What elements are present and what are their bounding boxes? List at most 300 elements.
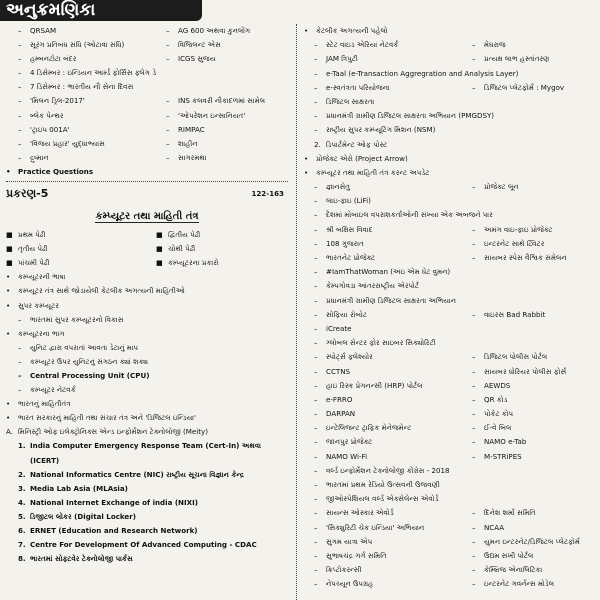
list-item-text: સાયન્સ ઓસ્કાર એવોર્ડ xyxy=(326,508,394,518)
list-item-text: જીઓસ્પેશિયલ વર્લ્ડ એક્સેલેન્સ એવોર્ડ xyxy=(326,494,439,504)
list-marker: – xyxy=(314,82,318,92)
list-item-text: પાંચમી પેઢી xyxy=(18,258,50,268)
list-item xyxy=(6,524,288,538)
list-marker: – xyxy=(18,138,22,148)
list-item xyxy=(304,180,596,194)
right-list xyxy=(304,24,596,592)
list-marker: • xyxy=(6,286,11,296)
list-item-text: પ્રોજેક્ટ એરો (Project Arrow) xyxy=(316,153,408,163)
list-item-text: શ્રી બક્ષિસ વિવાદ xyxy=(326,224,373,234)
list-item xyxy=(304,251,596,265)
list-item-text: 'વિજય પ્રહાર' યુદ્ધાભ્યાસ xyxy=(30,138,105,148)
list-item-text: JAM ત્રિપુટી xyxy=(326,54,358,64)
list-marker: – xyxy=(314,182,318,192)
list-item xyxy=(6,284,288,298)
list-marker: – xyxy=(18,110,22,120)
list-item xyxy=(6,538,288,552)
list-marker: • xyxy=(304,167,309,177)
list-item xyxy=(304,308,596,322)
list-item-text: સોફિયા રોબોટ xyxy=(326,309,368,319)
list-item-text: QRSAM xyxy=(30,26,57,35)
list-item-text: Practice Questions xyxy=(18,166,94,176)
list-item-text: 'મિલન ડ્રિલ-2017' xyxy=(30,96,85,106)
list-item-text-secondary: પોકેટ કોપ xyxy=(484,409,514,419)
list-marker: • xyxy=(6,166,11,176)
list-item xyxy=(304,67,596,81)
list-item xyxy=(304,208,596,222)
list-item-text: યુનિટ દ્વારા વપરાતાં આવતા ડેટાનું માપ xyxy=(30,342,139,352)
list-marker-secondary: – xyxy=(166,152,170,162)
list-marker: ■ xyxy=(6,258,13,268)
list-item xyxy=(304,365,596,379)
list-marker: – xyxy=(314,352,318,362)
list-item-text: e-Taal (e-Transaction Aggregration and Analysis Layer) xyxy=(326,68,519,78)
list-item-text: India Computer Emergency Response Team (Cert-In) અથવા xyxy=(30,441,261,451)
list-item-text: Central Processing Unit (CPU) xyxy=(30,370,150,380)
list-marker: – xyxy=(18,356,22,366)
list-marker: – xyxy=(314,68,318,78)
list-item xyxy=(304,166,596,180)
list-item-text: e-સ્વતંત્રતા પરિયોજના xyxy=(326,82,390,92)
list-marker-secondary: – xyxy=(472,522,476,532)
list-item-text-secondary: 'ઓપરેશન ઇન્સાનિયત' xyxy=(178,110,246,120)
list-item xyxy=(6,313,288,327)
list-marker: – xyxy=(314,550,318,560)
list-marker: – xyxy=(314,309,318,319)
list-item xyxy=(6,439,288,453)
column-divider xyxy=(296,24,297,600)
list-item-text: રાષ્ટ્રીય સુપર કમ્પ્યૂટિંગ મિશન (NSM) xyxy=(326,125,436,135)
list-marker-secondary: – xyxy=(472,366,476,376)
list-marker: – xyxy=(18,342,22,352)
list-item-text-secondary: AG 600 અથવા કુનલોંગ xyxy=(178,26,251,35)
list-item-text: કમ્પ્યૂટરની ભાષા xyxy=(18,272,66,282)
list-item-text: સ્ટેટ વાઇડ એરિયા નેટવર્ક xyxy=(326,40,399,50)
list-marker-secondary: – xyxy=(472,394,476,404)
list-item-text: 'સિક્યુરિટી ચેક ઇન્ડિયા' અભિયાન xyxy=(326,522,425,532)
list-item xyxy=(6,66,288,80)
list-marker: – xyxy=(314,508,318,518)
list-item xyxy=(6,496,288,510)
list-item xyxy=(6,94,288,108)
list-item xyxy=(304,138,596,152)
list-item xyxy=(6,270,288,284)
list-item xyxy=(6,369,288,383)
list-marker-secondary: – xyxy=(472,352,476,362)
list-marker: – xyxy=(18,26,22,35)
list-item xyxy=(6,228,288,242)
list-item xyxy=(6,454,288,468)
list-item-text: ભારતનેટ પ્રોજેક્ટ xyxy=(326,253,376,262)
list-item-text: તૃતીય પેઢી xyxy=(18,244,48,254)
list-item-text-secondary: કેમ્બ્રિજ એનાલિટિકા xyxy=(484,565,543,575)
list-item-text: ડિપાર્ટમેન્ટ ઓફ પોસ્ટ xyxy=(326,139,388,149)
list-marker-secondary: – xyxy=(472,253,476,262)
list-item xyxy=(304,38,596,52)
list-item xyxy=(6,123,288,137)
list-marker-secondary: – xyxy=(472,309,476,319)
list-item xyxy=(6,24,288,38)
list-item xyxy=(6,165,288,179)
list-item-text: કેટલીક અગત્યની પહેલો xyxy=(316,26,388,35)
list-item-text-secondary: સાયબર સ્પેસ વૈશ્વિક સંમેલન xyxy=(484,253,567,262)
list-item-text-secondary: ICGS સુજય xyxy=(178,54,216,64)
list-item-text: પ્રથમ પેઢી xyxy=(18,230,46,240)
list-item-text-secondary: ડિજિટલ પોલીસ પોર્ટલ xyxy=(484,352,548,362)
list-marker: – xyxy=(314,40,318,50)
list-marker-secondary: – xyxy=(472,380,476,390)
list-item-text-secondary: યુમન ઇન્ટરનેટ/ડિજિટલ પ્લેટફોર્મ xyxy=(484,536,580,546)
list-marker: – xyxy=(314,295,318,305)
list-item-text: 7 ડિસેમ્બર : ભારતીય નૌ સેના દિવસ xyxy=(30,82,134,92)
list-item-text-secondary: QR કોડ xyxy=(484,394,508,404)
list-marker: A. xyxy=(6,427,13,437)
list-item-text-secondary: શાહીન xyxy=(178,138,198,148)
list-item-text-secondary: અમંગ વાઇ-ફાઇ પ્રોજેક્ટ xyxy=(484,224,553,234)
list-item xyxy=(304,336,596,350)
list-item-text-secondary: AEWDS xyxy=(484,380,511,390)
list-item-text-secondary: દ્વિતીય પેઢી xyxy=(168,230,201,240)
list-marker: – xyxy=(18,385,22,395)
list-item-text-secondary: કમ્પ્યૂટરના પ્રકારો xyxy=(168,258,219,268)
list-marker: – xyxy=(314,210,318,220)
list-marker: – xyxy=(314,196,318,206)
list-marker-secondary: – xyxy=(472,451,476,461)
chapter-title: પ્રકરણ-5 xyxy=(6,187,49,201)
list-marker: – xyxy=(314,522,318,532)
list-item-text: iCreate xyxy=(326,323,352,333)
list-marker-secondary: – xyxy=(472,508,476,518)
list-item xyxy=(304,521,596,535)
list-marker-secondary: – xyxy=(472,536,476,546)
list-item-text: ભારત સરકારનું માહિતી તથા સંચાર તંત્ર અને 'ડિજિટલ ઇન્ડિયા' xyxy=(18,413,196,423)
list-item-text-secondary: NAMO e-Tab xyxy=(484,437,527,447)
list-item xyxy=(304,237,596,251)
list-marker-secondary: – xyxy=(166,124,170,134)
list-item-text-secondary: સાયબર ધોરિયર પોલીસ ફોર્સ xyxy=(484,366,567,376)
list-item xyxy=(304,506,596,520)
list-marker: • xyxy=(304,153,309,163)
list-item-text: ક્રિપ્ટોકરન્સી xyxy=(326,565,362,575)
list-item-text: સ્પોર્ટ્સ ફ્લેશ્યોર xyxy=(326,352,373,362)
list-marker: – xyxy=(314,536,318,546)
list-marker-secondary: ■ xyxy=(156,230,163,240)
list-item-text-secondary: પ્રોજેક્ટ લૂન xyxy=(484,182,519,192)
list-item-text: Media Lab Asia (MLAsia) xyxy=(30,483,128,493)
list-item xyxy=(6,38,288,52)
list-marker-secondary: ■ xyxy=(156,244,163,254)
list-item-text-secondary: દિનેશ શર્મા સમિતિ xyxy=(484,508,536,518)
list-item-text-secondary: સાગરમથા xyxy=(178,152,207,162)
list-marker-secondary: – xyxy=(472,423,476,433)
list-marker: – xyxy=(314,465,318,475)
list-item-text: વર્લ્ડ ઇન્ફોર્મેશન ટેક્નોલોજી કોંગ્રેસ - 2018 xyxy=(326,465,450,475)
list-item-text: ભારતમાં સુપર કમ્પ્યૂટરનો વિકાસ xyxy=(30,314,124,324)
list-item-text: 4 ડિસેમ્બર : ઇન્ડિયન આર્મ્ડ ફોર્સિસ ફ્લેગ ડે xyxy=(30,68,157,78)
list-item-text: નેપચ્યૂન ઉપગ્રહ xyxy=(326,579,374,589)
list-item xyxy=(304,464,596,478)
list-item-text: કમ્પ્યૂટર તથા માહિતી તંત્ર કરન્ટ અપડેટ xyxy=(316,167,430,177)
list-item xyxy=(304,81,596,95)
list-item-text: 108 ગુજરાત xyxy=(326,238,364,248)
list-item-text: DARPAN xyxy=(326,409,356,419)
list-marker: – xyxy=(314,323,318,333)
list-item-text: ભારતમાં પ્રથમ રેડિયો ઉત્સવની ઉજવણી xyxy=(326,480,440,489)
list-item-text: NAMO Wi-Fi xyxy=(326,451,368,461)
list-item xyxy=(6,327,288,341)
list-item xyxy=(304,24,596,38)
list-item-text: #IamThatWoman (અઇ એમ ધેટ વુમન) xyxy=(326,267,451,277)
list-item-text: ભારતનું માહિતીતંત્ર xyxy=(18,399,71,409)
list-marker-secondary: – xyxy=(472,565,476,575)
list-marker-secondary: – xyxy=(472,579,476,589)
list-marker: 5. xyxy=(18,511,26,521)
list-marker: – xyxy=(314,281,318,291)
list-item-text: બ્લેક પેન્થર xyxy=(30,110,64,120)
list-marker-secondary: – xyxy=(472,409,476,419)
list-marker: – xyxy=(314,238,318,248)
list-item-text: Centre For Development Of Advanced Computing - CDAC xyxy=(30,540,257,550)
list-item xyxy=(304,563,596,577)
list-marker: – xyxy=(314,423,318,433)
list-item xyxy=(304,450,596,464)
list-item xyxy=(6,355,288,369)
list-marker: 8. xyxy=(18,554,26,564)
list-item-text: સુગમ યાત્રા એપ xyxy=(326,536,373,546)
list-marker: • xyxy=(304,26,309,35)
list-item-text-secondary: RIMPAC xyxy=(178,124,205,134)
list-marker: ■ xyxy=(6,230,13,240)
list-item-text-secondary: M-STRiPES xyxy=(484,451,522,461)
list-marker: – xyxy=(314,267,318,277)
list-item-text: સુપર કમ્પ્યૂટર xyxy=(18,300,59,310)
list-marker: • xyxy=(6,328,11,338)
list-marker: – xyxy=(18,54,22,64)
list-item-text: મિનિસ્ટ્રી ઓફ ઇલેક્ટ્રોનિક્સ એન્ડ ઇન્ફોર્મેશન ટેક્નોલોજી (Meity) xyxy=(18,427,209,437)
list-marker: – xyxy=(314,366,318,376)
list-item xyxy=(6,242,288,256)
list-marker: 3. xyxy=(18,483,26,493)
list-marker-secondary: – xyxy=(472,550,476,560)
list-item-text: National Internet Exchange of india (NIXI) xyxy=(30,497,198,507)
list-item-text: 'ટ્રાઇપ 001A' xyxy=(30,124,70,134)
list-item-text-secondary: INS કલવરી નૌકાદળમાં સામેલ xyxy=(178,96,266,106)
list-marker: 7. xyxy=(18,540,26,550)
list-item xyxy=(6,80,288,94)
list-item-text: હમ્બનટોટા બંદર xyxy=(30,54,77,64)
list-item xyxy=(6,299,288,313)
list-item-text: સુભાષચંદ્ર ગર્ગ સમિતિ xyxy=(326,550,387,560)
list-item-text: પ્રધાનમંત્રી ગ્રામીણ ડિજિટલ સાક્ષરતા અભિયાન xyxy=(326,295,457,305)
list-item-text: દ્રુષ્માન xyxy=(30,152,49,162)
list-marker: – xyxy=(18,82,22,92)
list-item-text: ઇન્ટેલિજન્ટ ટ્રાફિક મેનેજમેન્ટ xyxy=(326,423,412,433)
list-marker: 2. xyxy=(18,469,26,479)
list-item xyxy=(304,435,596,449)
list-item-text: પ્રધાનમંત્રી ગ્રામીણ ડિજિટલ સાક્ષરતા અભિયાન (PMGDSY) xyxy=(326,111,495,121)
list-marker: – xyxy=(18,152,22,162)
chapter-pages: 122-163 xyxy=(251,189,284,199)
list-item xyxy=(6,341,288,355)
list-item-text: જ્ઞાનસેતુ xyxy=(326,182,350,192)
list-item xyxy=(304,109,596,123)
list-item xyxy=(6,256,288,270)
list-item xyxy=(6,482,288,496)
list-item xyxy=(304,194,596,208)
list-marker: – xyxy=(314,224,318,234)
list-item xyxy=(6,425,288,439)
list-item xyxy=(6,137,288,151)
list-marker-secondary: – xyxy=(472,40,476,50)
list-item xyxy=(304,52,596,66)
list-item xyxy=(6,411,288,425)
list-item xyxy=(304,265,596,279)
list-marker: – xyxy=(18,314,22,324)
list-item xyxy=(304,393,596,407)
list-item xyxy=(304,279,596,293)
list-item-text-secondary: ઇન્ટરનેટ સાથે ટ્વિટર xyxy=(484,238,545,248)
list-item-text: લાઇ-ફાઇ (LiFi) xyxy=(326,196,371,206)
list-item xyxy=(6,468,288,482)
list-marker: – xyxy=(314,565,318,575)
list-item xyxy=(6,52,288,66)
list-marker: – xyxy=(18,370,22,380)
list-item-text: ડિજિટલ સાક્ષરતા xyxy=(326,96,375,106)
list-item-text-secondary: વાઇરસ Bad Rabbit xyxy=(484,309,546,319)
list-marker: – xyxy=(18,68,22,78)
list-item xyxy=(6,109,288,123)
list-item xyxy=(304,95,596,109)
list-item-text: હાઇ રિસ્ક પ્રેગનન્સી (HRP) પોર્ટલ xyxy=(326,380,423,390)
list-item xyxy=(304,478,596,492)
right-column xyxy=(304,24,596,600)
list-item-text-secondary: વિજિલન્ટ એસ xyxy=(178,40,221,50)
list-marker-secondary: – xyxy=(166,26,170,35)
left-list-bottom xyxy=(6,228,288,566)
list-marker-secondary: – xyxy=(166,110,170,120)
list-item-text-secondary: ચોથી પેઢી xyxy=(168,244,196,254)
list-item-text-secondary: મેઘરાજ xyxy=(484,40,506,50)
list-item xyxy=(304,294,596,308)
list-marker: – xyxy=(314,409,318,419)
list-marker: – xyxy=(314,480,318,489)
list-marker-secondary: – xyxy=(166,96,170,106)
list-marker: – xyxy=(314,253,318,262)
list-marker-secondary: – xyxy=(472,182,476,192)
list-item xyxy=(6,383,288,397)
list-item xyxy=(304,152,596,166)
list-marker: – xyxy=(314,54,318,64)
list-item-text: CCTNS xyxy=(326,366,351,376)
list-item-text-secondary: ડિજિટલ પ્લેટફોર્મ : Mygov xyxy=(484,82,565,92)
list-item-text: (ICERT) xyxy=(30,455,60,465)
list-marker: – xyxy=(314,451,318,461)
list-item xyxy=(304,350,596,364)
list-marker: – xyxy=(314,579,318,589)
list-item-text: e-FRRO xyxy=(326,394,353,404)
list-item xyxy=(304,407,596,421)
list-item-text: કમ્પ્યૂટર તંત્ર સાથે જોડાયેલી કેટલીક અગત્યની માહિતીઓ xyxy=(18,286,185,296)
list-item-text-secondary: NCAA xyxy=(484,522,505,532)
list-item-text: કમ્પ્યૂટર નેટવર્ક xyxy=(30,385,76,395)
list-marker-secondary: – xyxy=(166,138,170,148)
list-item xyxy=(304,535,596,549)
list-item xyxy=(6,397,288,411)
list-marker: ■ xyxy=(6,244,13,254)
list-marker: – xyxy=(314,380,318,390)
list-item-text-secondary: ઈ-વે બિલ xyxy=(484,423,512,433)
list-item-text: કમ્પ્યૂટર ઉપર યુનિટનું સંગઠન ક્યાં શક્ય xyxy=(30,356,149,366)
list-marker: • xyxy=(6,399,11,409)
list-item-text: ગ્લોબલ સેન્ટર ફોર સાઇબર સિક્યોરિટી xyxy=(326,338,436,348)
list-marker-secondary: – xyxy=(472,238,476,248)
list-item xyxy=(304,577,596,591)
left-column xyxy=(6,24,288,600)
list-marker: – xyxy=(314,338,318,348)
list-marker: 4. xyxy=(18,497,26,507)
list-item xyxy=(304,421,596,435)
list-item xyxy=(304,123,596,137)
list-marker: – xyxy=(18,124,22,134)
page-title: અનુક્રમણિકા xyxy=(0,0,202,21)
list-marker: 2. xyxy=(314,139,321,149)
list-item xyxy=(304,223,596,237)
chapter-header xyxy=(6,181,288,206)
list-marker: 6. xyxy=(18,526,26,535)
list-marker: – xyxy=(314,437,318,447)
list-item-text: કેમ્પગોવડા આંતરરાષ્ટ્રીય એરપોર્ટ xyxy=(326,281,420,291)
list-item-text: ERNET (Education and Research Network) xyxy=(30,526,198,535)
list-marker: – xyxy=(314,125,318,135)
list-item-text-secondary: પ્રત્યક્ષ લાભ હસ્તાંતરણ xyxy=(484,54,550,64)
list-item xyxy=(6,510,288,524)
list-marker-secondary: – xyxy=(472,54,476,64)
chapter-subtitle: કમ્પ્યૂટર તથા માહિતી તંત્ર xyxy=(95,211,199,223)
list-item xyxy=(304,492,596,506)
list-marker: • xyxy=(6,413,11,423)
list-item xyxy=(304,549,596,563)
list-marker: 1. xyxy=(18,441,26,451)
list-item-text: સૂરંગ પ્રતિબંધ સંધિ (ઓટાવા સંધિ) xyxy=(30,40,125,50)
list-marker-secondary: – xyxy=(166,54,170,64)
list-marker-secondary: ■ xyxy=(156,258,163,268)
list-marker-secondary: – xyxy=(472,82,476,92)
list-item xyxy=(6,552,288,566)
list-marker: – xyxy=(314,394,318,404)
list-item-text-secondary: ઇન્ટરનેટ ગવર્નન્સ મોડેલ xyxy=(484,579,555,589)
left-list-top xyxy=(6,24,288,179)
list-marker: – xyxy=(314,111,318,121)
list-marker: – xyxy=(18,40,22,50)
list-marker-secondary: – xyxy=(472,437,476,447)
chapter-subtitle-wrap xyxy=(6,206,288,228)
list-marker: • xyxy=(6,272,11,282)
list-item-text: કમ્પ્યૂટરના ભાગ xyxy=(18,328,65,338)
list-item xyxy=(304,322,596,336)
list-marker-secondary: – xyxy=(472,224,476,234)
list-marker: • xyxy=(6,300,11,310)
list-marker: – xyxy=(314,96,318,106)
list-item-text: ડિજીટલ લોકર (Digital Locker) xyxy=(30,511,136,521)
list-item-text: દેશમાં મોબાઇલ વપરાશકર્તાઓની સંખ્યા એક અબજને પાર xyxy=(326,210,493,220)
list-item xyxy=(6,151,288,165)
list-item-text: ભારતમાં સોફ્ટવેર ટેક્નોલોજી પાર્કસ xyxy=(30,554,133,564)
list-item-text: National Informatics Centre (NIC) રાષ્ટ્રીય સૂચના વિજ્ઞાન કેન્દ્ર xyxy=(30,469,245,479)
list-marker: – xyxy=(314,494,318,504)
list-marker: – xyxy=(18,96,22,106)
list-item-text-secondary: ઉદ્યમ સખી પોર્ટલ xyxy=(484,550,534,560)
list-item xyxy=(304,379,596,393)
